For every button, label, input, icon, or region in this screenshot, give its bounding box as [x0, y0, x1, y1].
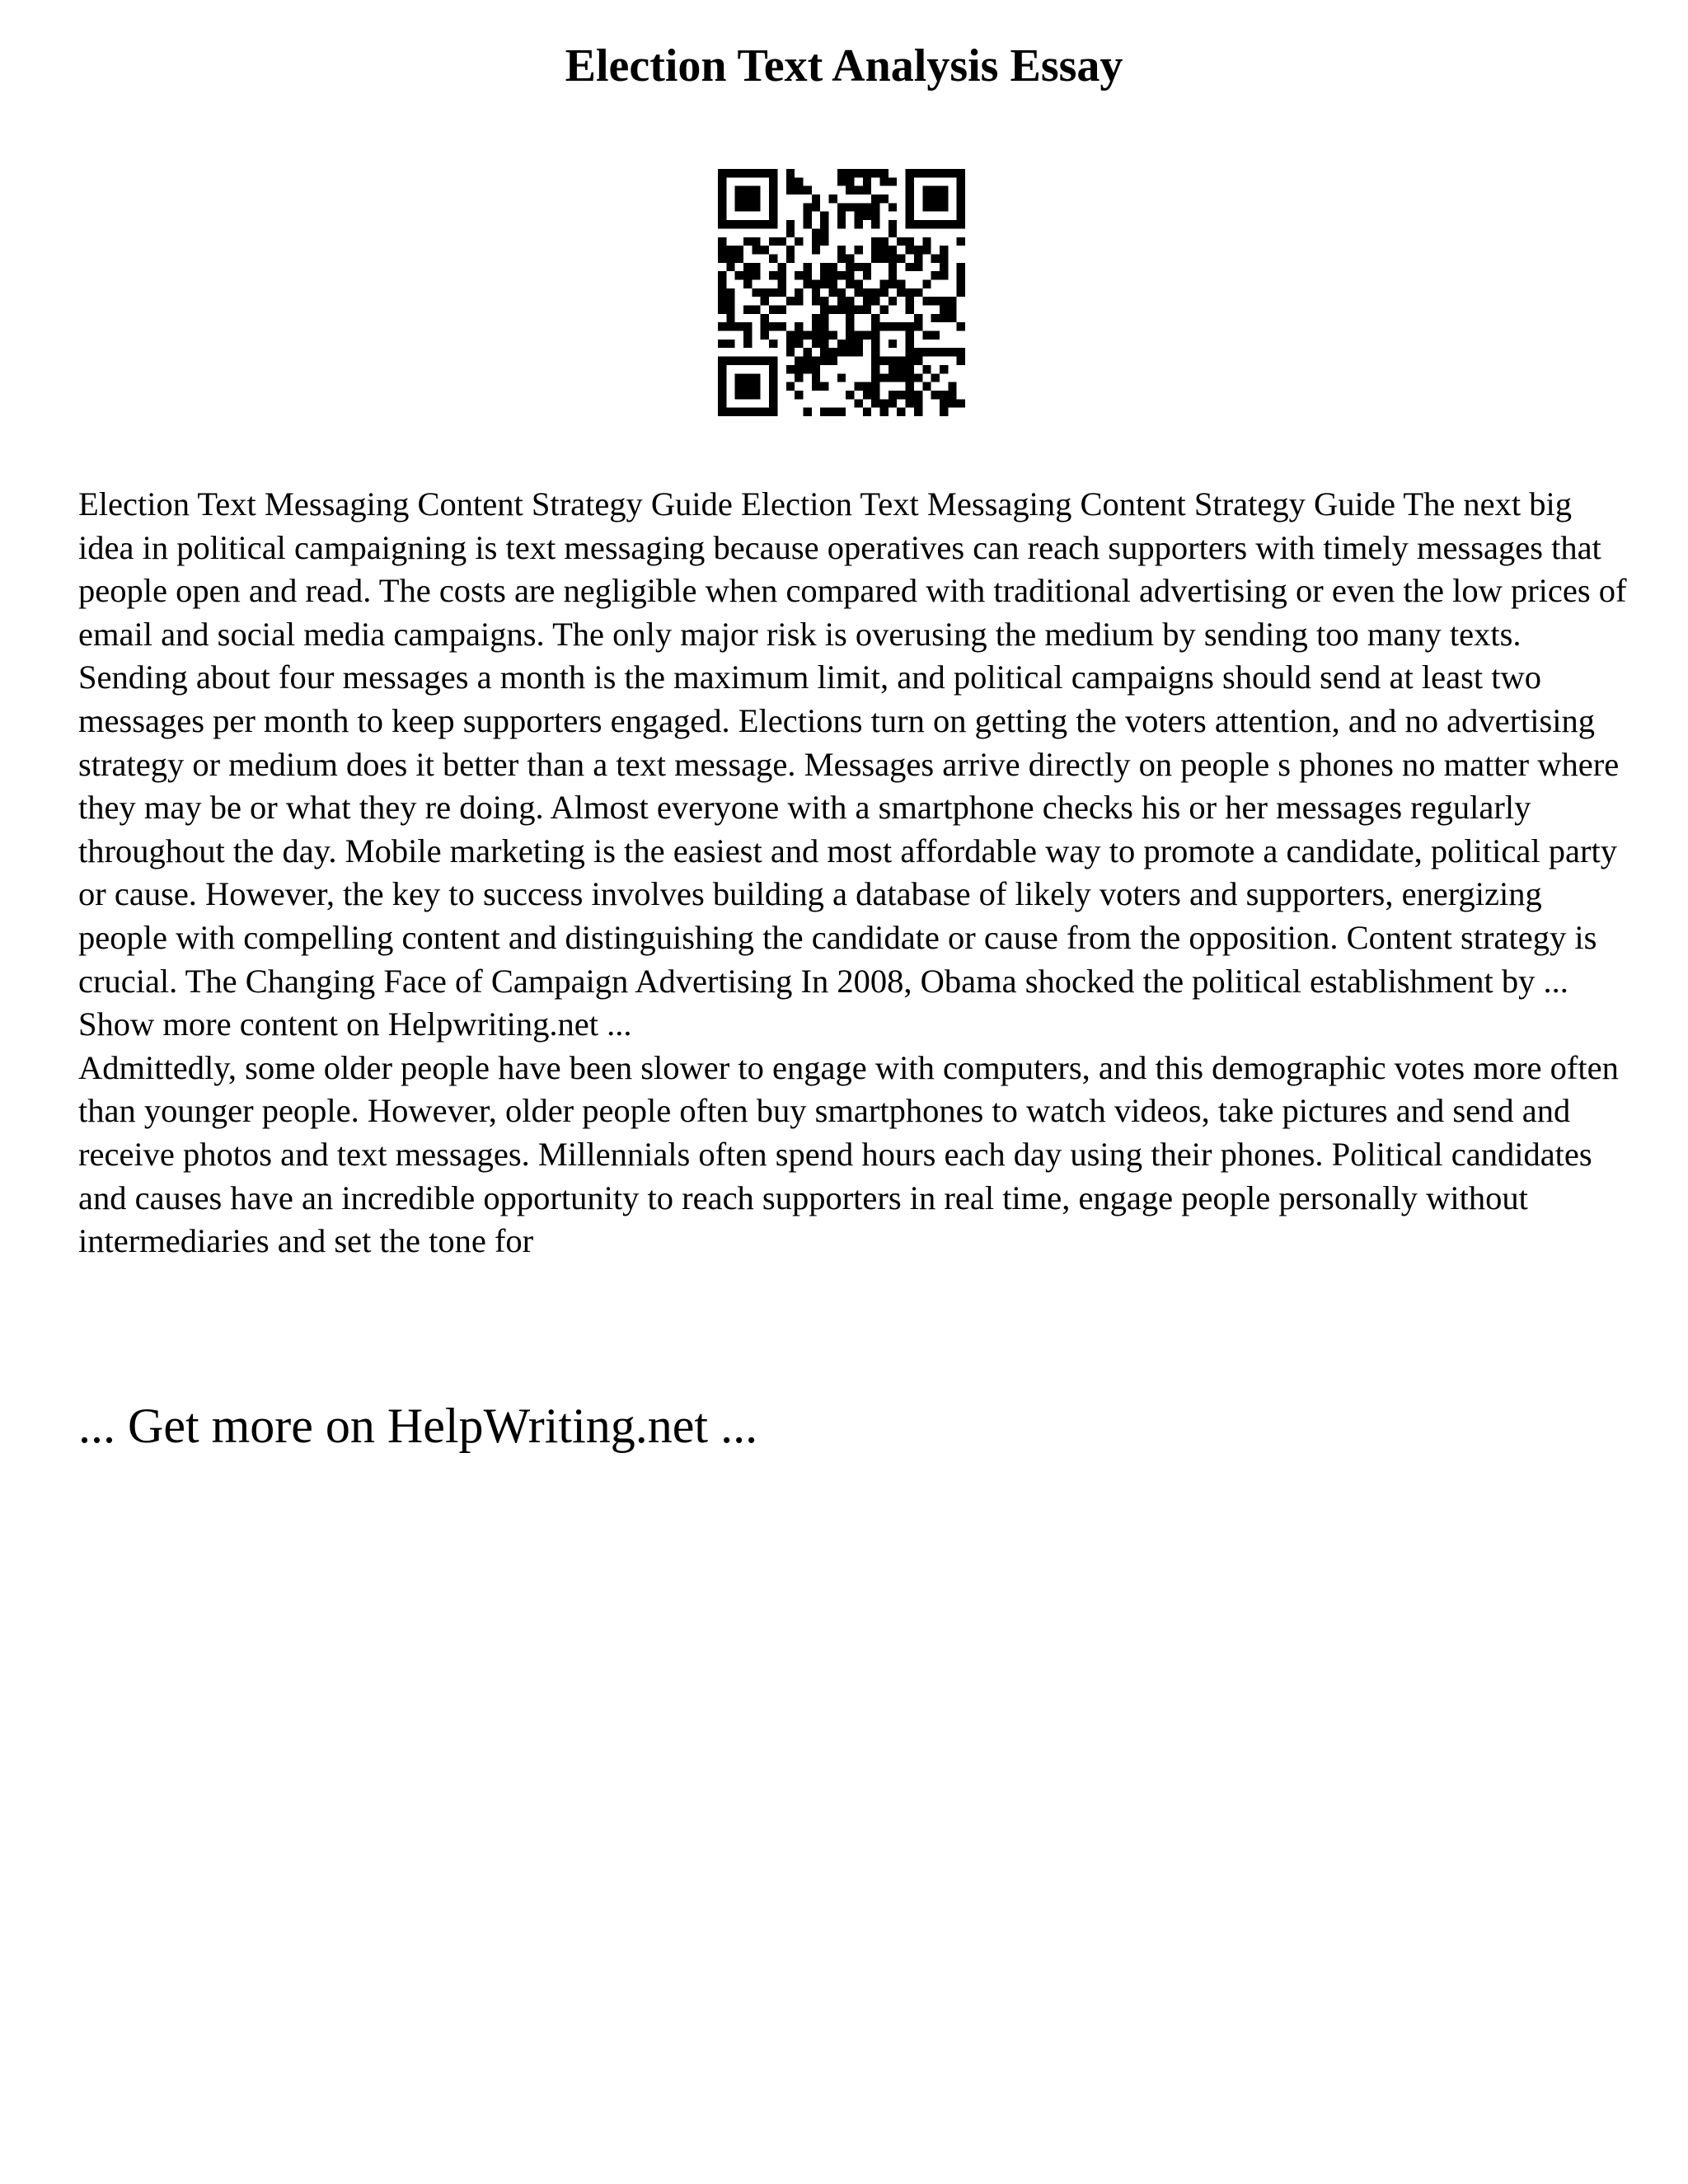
page-title: Election Text Analysis Essay: [565, 40, 1123, 91]
essay-body: [78, 483, 1628, 1263]
qr-code-icon: [718, 169, 965, 416]
essay-paragraph: Election Text Messaging Content Strategy Guide Election Text Messaging Content Strategy Guide The next big idea in political campaigning is text messaging because operatives can reach supporters with timely messages that people open and read. The costs are negligible when compared with traditional advertising or even the low prices of email and social media campaigns. The only major risk is overusing the medium by sending too many texts. Sending about four messages a month is the maximum limit, and political campaigns should send at least two messages per month to keep supporters engaged. Elections turn on getting the voters attention, and no advertising strategy or medium does it better than a text message. Messages arrive directly on people s phones no matter where they may be or what they re doing. Almost everyone with a smartphone checks his or her messages regularly throughout the day. Mobile marketing is the easiest and most affordable way to promote a candidate, political party or cause. However, the key to success involves building a database of likely voters and supporters, energizing people with compelling content and distinguishing the candidate or cause from the opposition. Content strategy is crucial. The Changing Face of Campaign Advertising In 2008, Obama shocked the political establishment by ... Show more content on Helpwriting.net ...: [78, 485, 1627, 1043]
get-more-link[interactable]: ... Get more on HelpWriting.net ...: [78, 1399, 758, 1453]
essay-paragraph: Admittedly, some older people have been slower to engage with computers, and this demographic votes more often than younger people. However, older people often buy smartphones to watch videos, take pictures and send and receive photos and text messages. Millennials often spend hours each day using their phones. Political candidates and causes have an incredible opportunity to reach supporters in real time, engage people personally without intermediaries and set the tone for: [78, 1048, 1619, 1260]
